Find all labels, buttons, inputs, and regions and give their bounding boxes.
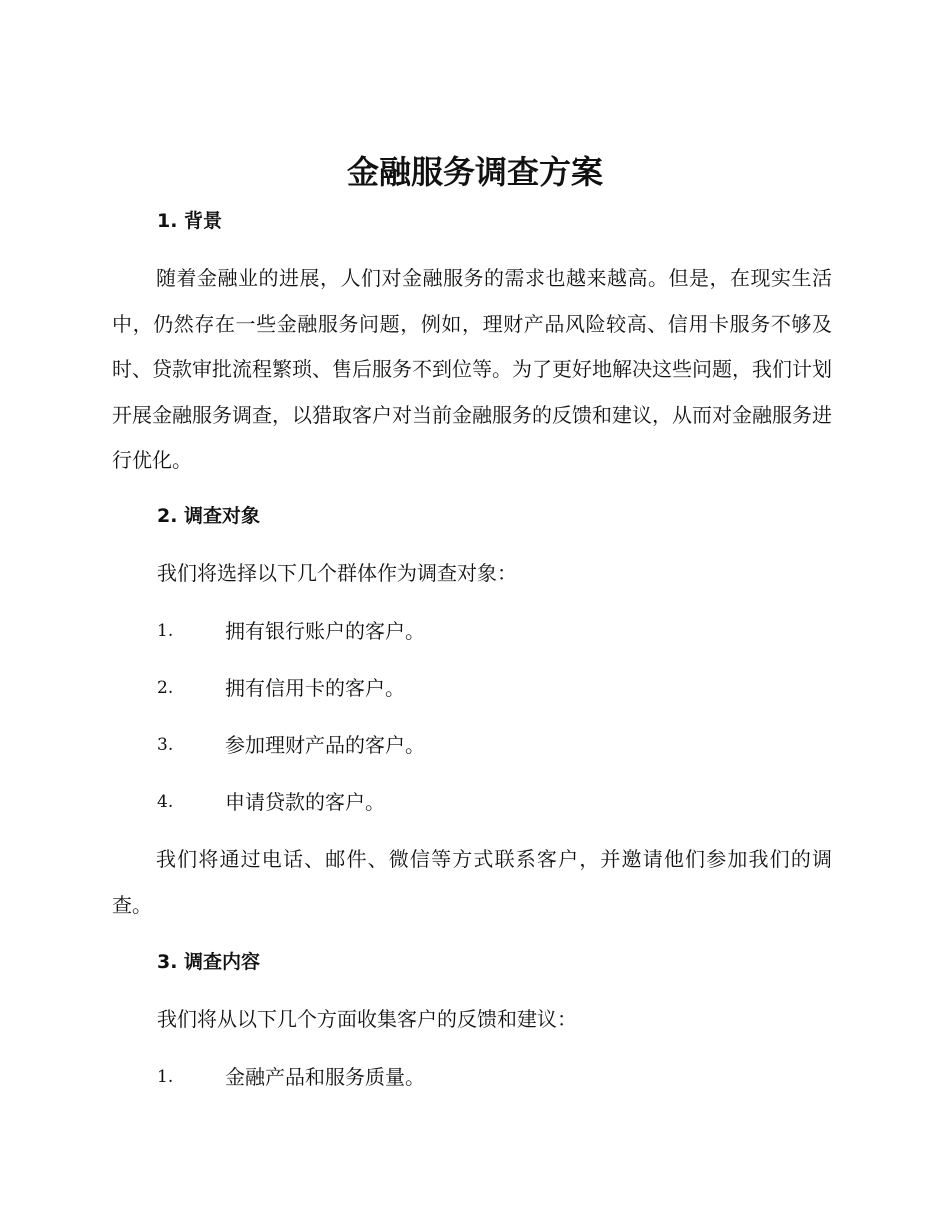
- list-item: [157, 615, 757, 647]
- list-item: [157, 786, 757, 818]
- targets-closing-paragraph: 我们将通过电话、邮件、微信等方式联系客户，并邀请他们参加我们的调查。: [112, 847, 832, 917]
- list-item: [157, 1061, 757, 1093]
- list-item: [157, 729, 757, 761]
- list-item-number: 1.: [157, 1067, 174, 1087]
- list-item-text: 参加理财产品的客户。: [225, 733, 425, 757]
- section-heading-content: 3. 调查内容: [157, 951, 261, 973]
- section-heading-background: 1. 背景: [157, 210, 223, 232]
- list-item-text: 拥有信用卡的客户。: [225, 676, 405, 700]
- background-paragraph: 随着金融业的进展，人们对金融服务的需求也越来越高。但是，在现实生活中，仍然存在一些金融服务问题，例如，理财产品风险较高、信用卡服务不够及时、贷款审批流程繁琐、售后服务不到位等。为了更好地解决这些问题，我们计划开展金融服务调查，以猎取客户对当前金融服务的反馈和建议，从而对金融服务进行优化。: [112, 266, 832, 472]
- document-title: 金融服务调查方案: [346, 153, 603, 191]
- targets-intro: 我们将选择以下几个群体作为调查对象：: [157, 561, 517, 585]
- list-item-text: 申请贷款的客户。: [225, 790, 385, 814]
- list-item-number: 3.: [157, 735, 174, 755]
- list-item-number: 4.: [157, 792, 174, 812]
- list-item-number: 1.: [157, 621, 174, 641]
- section-heading-targets: 2. 调查对象: [157, 505, 261, 527]
- list-item-number: 2.: [157, 678, 174, 698]
- list-item-text: 拥有银行账户的客户。: [225, 619, 425, 643]
- content-intro: 我们将从以下几个方面收集客户的反馈和建议：: [157, 1007, 577, 1031]
- list-item-text: 金融产品和服务质量。: [225, 1065, 425, 1089]
- list-item: [157, 672, 757, 704]
